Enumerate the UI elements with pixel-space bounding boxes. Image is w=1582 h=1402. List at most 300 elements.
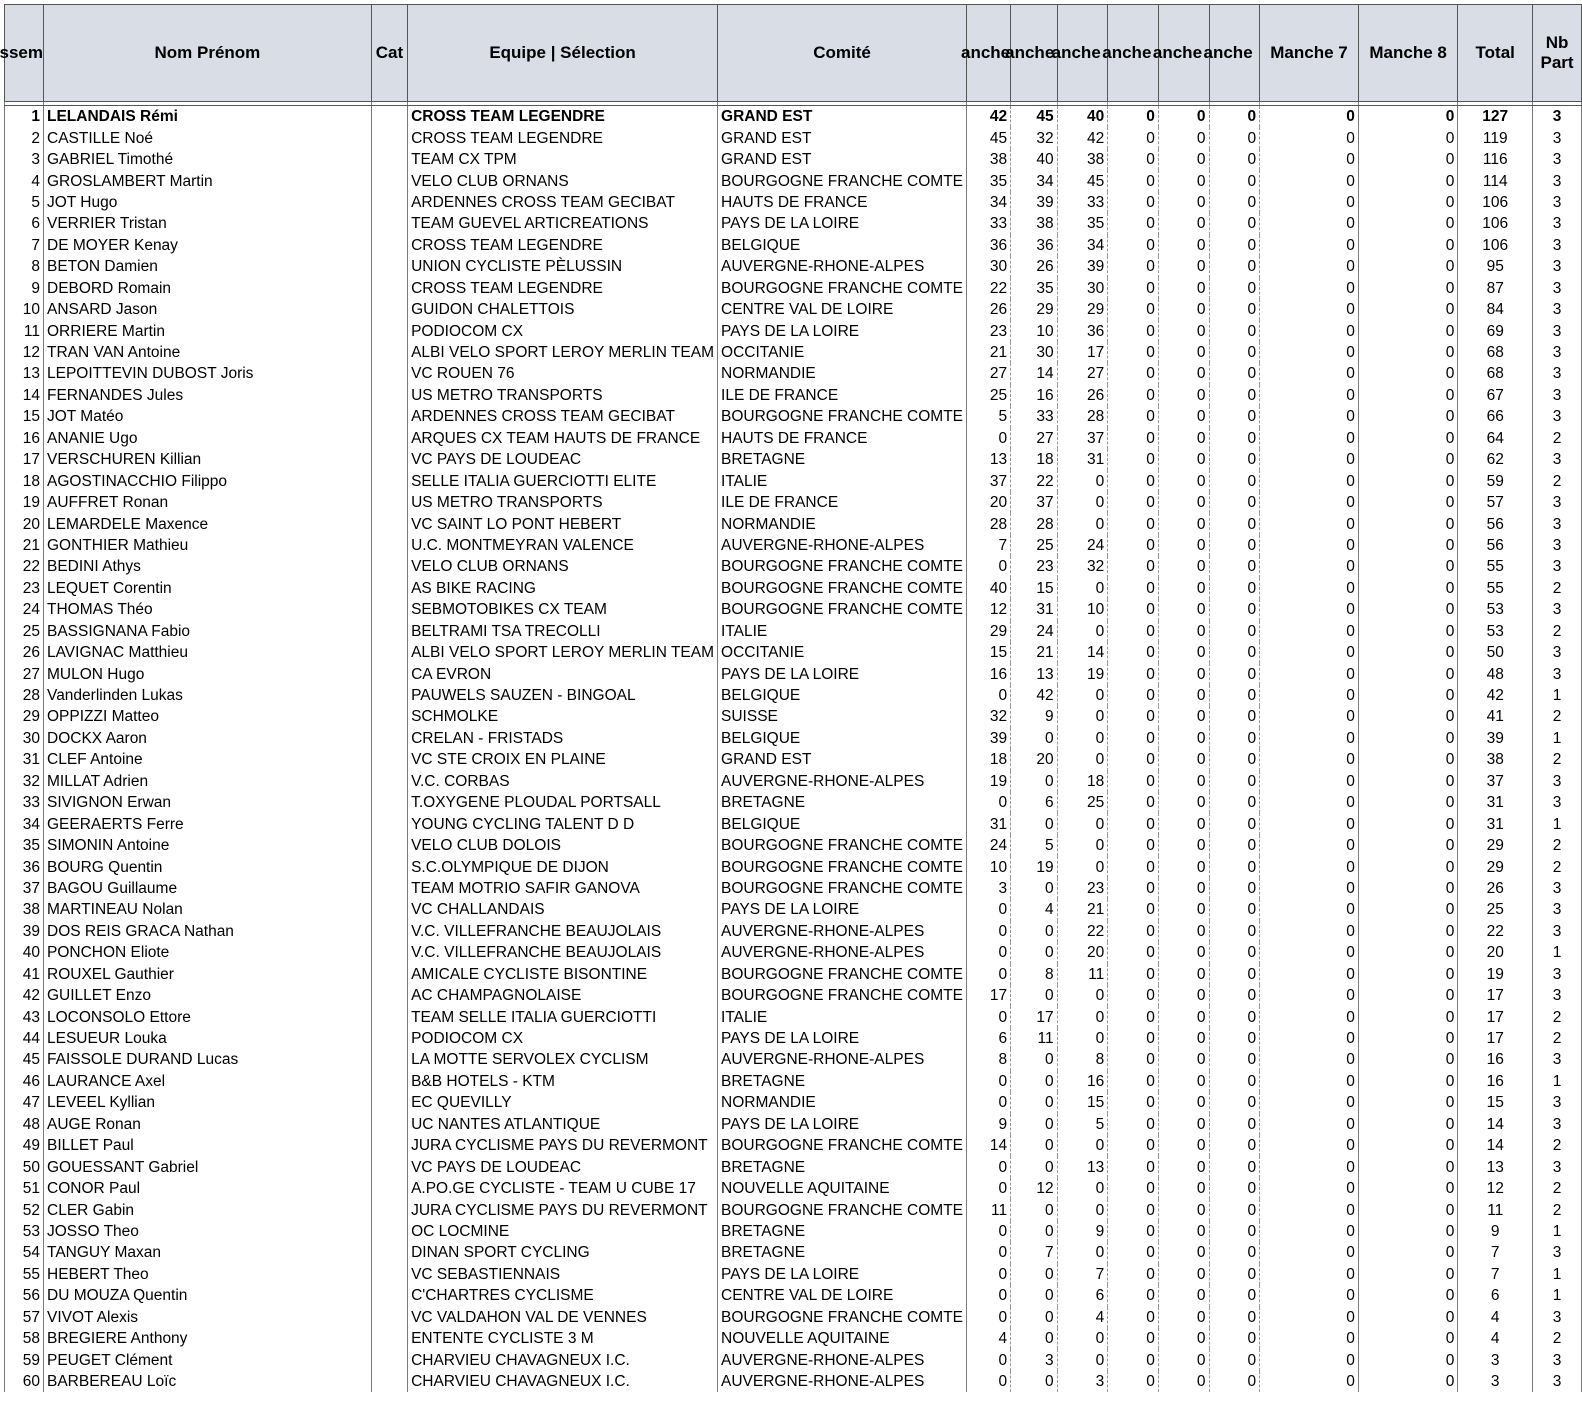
total-cell[interactable]: 37 bbox=[1458, 771, 1533, 792]
manche-6-cell[interactable]: 0 bbox=[1209, 1199, 1260, 1220]
manche-2-cell[interactable]: 0 bbox=[1011, 728, 1058, 749]
manche-5-cell[interactable]: 0 bbox=[1158, 1006, 1209, 1027]
manche-6-cell[interactable]: 0 bbox=[1209, 149, 1260, 170]
total-cell[interactable]: 38 bbox=[1458, 749, 1533, 770]
manche-8-cell[interactable]: 0 bbox=[1358, 964, 1458, 985]
col-header-name[interactable]: Nom Prénom bbox=[44, 5, 372, 102]
nb-part-cell[interactable]: 2 bbox=[1533, 749, 1582, 770]
name-cell[interactable]: GABRIEL Timothé bbox=[44, 149, 372, 170]
cat-cell[interactable] bbox=[371, 1135, 407, 1156]
manche-4-cell[interactable]: 0 bbox=[1108, 406, 1159, 427]
manche-6-cell[interactable]: 0 bbox=[1209, 1221, 1260, 1242]
col-header-manche-4[interactable]: anche bbox=[1108, 5, 1159, 102]
name-cell[interactable]: AUGE Ronan bbox=[44, 1114, 372, 1135]
manche-1-cell[interactable]: 17 bbox=[967, 985, 1011, 1006]
nb-part-cell[interactable]: 2 bbox=[1533, 1006, 1582, 1027]
manche-5-cell[interactable]: 0 bbox=[1158, 127, 1209, 148]
manche-6-cell[interactable]: 0 bbox=[1209, 1114, 1260, 1135]
comite-cell[interactable]: BRETAGNE bbox=[718, 792, 967, 813]
comite-cell[interactable]: BRETAGNE bbox=[718, 1242, 967, 1263]
nb-part-cell[interactable]: 2 bbox=[1533, 578, 1582, 599]
manche-4-cell[interactable]: 0 bbox=[1108, 192, 1159, 213]
comite-cell[interactable]: CENTRE VAL DE LOIRE bbox=[718, 299, 967, 320]
nb-part-cell[interactable]: 3 bbox=[1533, 235, 1582, 256]
total-cell[interactable]: 68 bbox=[1458, 363, 1533, 384]
team-cell[interactable]: CROSS TEAM LEGENDRE bbox=[408, 278, 718, 299]
cat-cell[interactable] bbox=[371, 663, 407, 684]
rank-cell[interactable]: 33 bbox=[5, 792, 44, 813]
total-cell[interactable]: 69 bbox=[1458, 320, 1533, 341]
comite-cell[interactable]: BOURGOGNE FRANCHE COMTE bbox=[718, 856, 967, 877]
manche-8-cell[interactable]: 0 bbox=[1358, 535, 1458, 556]
manche-6-cell[interactable]: 0 bbox=[1209, 878, 1260, 899]
manche-4-cell[interactable]: 0 bbox=[1108, 492, 1159, 513]
name-cell[interactable]: LAURANCE Axel bbox=[44, 1071, 372, 1092]
manche-3-cell[interactable]: 24 bbox=[1057, 535, 1108, 556]
total-cell[interactable]: 12 bbox=[1458, 1178, 1533, 1199]
manche-3-cell[interactable]: 31 bbox=[1057, 449, 1108, 470]
manche-8-cell[interactable]: 0 bbox=[1358, 942, 1458, 963]
manche-3-cell[interactable]: 10 bbox=[1057, 599, 1108, 620]
manche-6-cell[interactable]: 0 bbox=[1209, 492, 1260, 513]
rank-cell[interactable]: 60 bbox=[5, 1371, 44, 1392]
cat-cell[interactable] bbox=[371, 813, 407, 834]
manche-2-cell[interactable]: 24 bbox=[1011, 621, 1058, 642]
manche-2-cell[interactable]: 0 bbox=[1011, 813, 1058, 834]
rank-cell[interactable]: 56 bbox=[5, 1285, 44, 1306]
name-cell[interactable]: AGOSTINACCHIO Filippo bbox=[44, 470, 372, 491]
rank-cell[interactable]: 26 bbox=[5, 642, 44, 663]
nb-part-cell[interactable]: 3 bbox=[1533, 535, 1582, 556]
comite-cell[interactable]: BOURGOGNE FRANCHE COMTE bbox=[718, 278, 967, 299]
manche-8-cell[interactable]: 0 bbox=[1358, 278, 1458, 299]
comite-cell[interactable]: CENTRE VAL DE LOIRE bbox=[718, 1285, 967, 1306]
manche-8-cell[interactable]: 0 bbox=[1358, 342, 1458, 363]
manche-1-cell[interactable]: 0 bbox=[967, 1221, 1011, 1242]
total-cell[interactable]: 17 bbox=[1458, 1028, 1533, 1049]
nb-part-cell[interactable]: 2 bbox=[1533, 835, 1582, 856]
manche-6-cell[interactable]: 0 bbox=[1209, 1328, 1260, 1349]
comite-cell[interactable]: BOURGOGNE FRANCHE COMTE bbox=[718, 985, 967, 1006]
name-cell[interactable]: LEMARDELE Maxence bbox=[44, 513, 372, 534]
rank-cell[interactable]: 11 bbox=[5, 320, 44, 341]
manche-4-cell[interactable]: 0 bbox=[1108, 1114, 1159, 1135]
manche-1-cell[interactable]: 40 bbox=[967, 578, 1011, 599]
manche-8-cell[interactable]: 0 bbox=[1358, 213, 1458, 234]
name-cell[interactable]: DU MOUZA Quentin bbox=[44, 1285, 372, 1306]
manche-7-cell[interactable]: 0 bbox=[1260, 964, 1359, 985]
name-cell[interactable]: GONTHIER Mathieu bbox=[44, 535, 372, 556]
manche-8-cell[interactable]: 0 bbox=[1358, 320, 1458, 341]
manche-7-cell[interactable]: 0 bbox=[1260, 599, 1359, 620]
manche-5-cell[interactable]: 0 bbox=[1158, 492, 1209, 513]
total-cell[interactable]: 95 bbox=[1458, 256, 1533, 277]
manche-2-cell[interactable]: 9 bbox=[1011, 706, 1058, 727]
manche-8-cell[interactable]: 0 bbox=[1358, 1028, 1458, 1049]
manche-3-cell[interactable]: 0 bbox=[1057, 621, 1108, 642]
manche-2-cell[interactable]: 0 bbox=[1011, 1264, 1058, 1285]
nb-part-cell[interactable]: 3 bbox=[1533, 771, 1582, 792]
team-cell[interactable]: VC PAYS DE LOUDEAC bbox=[408, 1156, 718, 1177]
manche-7-cell[interactable]: 0 bbox=[1260, 449, 1359, 470]
total-cell[interactable]: 56 bbox=[1458, 535, 1533, 556]
total-cell[interactable]: 3 bbox=[1458, 1371, 1533, 1392]
manche-8-cell[interactable]: 0 bbox=[1358, 921, 1458, 942]
rank-cell[interactable]: 21 bbox=[5, 535, 44, 556]
total-cell[interactable]: 119 bbox=[1458, 127, 1533, 148]
manche-3-cell[interactable]: 45 bbox=[1057, 170, 1108, 191]
manche-7-cell[interactable]: 0 bbox=[1260, 342, 1359, 363]
manche-6-cell[interactable]: 0 bbox=[1209, 256, 1260, 277]
manche-8-cell[interactable]: 0 bbox=[1358, 235, 1458, 256]
comite-cell[interactable]: NORMANDIE bbox=[718, 1092, 967, 1113]
cat-cell[interactable] bbox=[371, 792, 407, 813]
team-cell[interactable]: S.C.OLYMPIQUE DE DIJON bbox=[408, 856, 718, 877]
manche-1-cell[interactable]: 0 bbox=[967, 428, 1011, 449]
manche-7-cell[interactable]: 0 bbox=[1260, 492, 1359, 513]
manche-4-cell[interactable]: 0 bbox=[1108, 213, 1159, 234]
manche-4-cell[interactable]: 0 bbox=[1108, 878, 1159, 899]
nb-part-cell[interactable]: 3 bbox=[1533, 342, 1582, 363]
comite-cell[interactable]: BOURGOGNE FRANCHE COMTE bbox=[718, 599, 967, 620]
comite-cell[interactable]: AUVERGNE-RHONE-ALPES bbox=[718, 942, 967, 963]
manche-2-cell[interactable]: 0 bbox=[1011, 1156, 1058, 1177]
col-header-manche-3[interactable]: anche bbox=[1057, 5, 1108, 102]
total-cell[interactable]: 3 bbox=[1458, 1349, 1533, 1370]
manche-8-cell[interactable]: 0 bbox=[1358, 685, 1458, 706]
manche-6-cell[interactable]: 0 bbox=[1209, 899, 1260, 920]
manche-6-cell[interactable]: 0 bbox=[1209, 578, 1260, 599]
manche-5-cell[interactable]: 0 bbox=[1158, 513, 1209, 534]
rank-cell[interactable]: 24 bbox=[5, 599, 44, 620]
cat-cell[interactable] bbox=[371, 127, 407, 148]
manche-2-cell[interactable]: 5 bbox=[1011, 835, 1058, 856]
cat-cell[interactable] bbox=[371, 513, 407, 534]
manche-6-cell[interactable]: 0 bbox=[1209, 1178, 1260, 1199]
cat-cell[interactable] bbox=[371, 385, 407, 406]
manche-5-cell[interactable]: 0 bbox=[1158, 878, 1209, 899]
manche-7-cell[interactable]: 0 bbox=[1260, 1135, 1359, 1156]
manche-7-cell[interactable]: 0 bbox=[1260, 1114, 1359, 1135]
nb-part-cell[interactable]: 3 bbox=[1533, 599, 1582, 620]
name-cell[interactable]: LAVIGNAC Matthieu bbox=[44, 642, 372, 663]
manche-1-cell[interactable]: 12 bbox=[967, 599, 1011, 620]
manche-5-cell[interactable]: 0 bbox=[1158, 1349, 1209, 1370]
manche-2-cell[interactable]: 27 bbox=[1011, 428, 1058, 449]
manche-8-cell[interactable]: 0 bbox=[1358, 1285, 1458, 1306]
manche-7-cell[interactable]: 0 bbox=[1260, 578, 1359, 599]
manche-6-cell[interactable]: 0 bbox=[1209, 556, 1260, 577]
manche-5-cell[interactable]: 0 bbox=[1158, 771, 1209, 792]
nb-part-cell[interactable]: 2 bbox=[1533, 428, 1582, 449]
total-cell[interactable]: 59 bbox=[1458, 470, 1533, 491]
manche-3-cell[interactable]: 35 bbox=[1057, 213, 1108, 234]
manche-6-cell[interactable]: 0 bbox=[1209, 856, 1260, 877]
manche-7-cell[interactable]: 0 bbox=[1260, 878, 1359, 899]
manche-4-cell[interactable]: 0 bbox=[1108, 856, 1159, 877]
cat-cell[interactable] bbox=[371, 1114, 407, 1135]
total-cell[interactable]: 66 bbox=[1458, 406, 1533, 427]
manche-3-cell[interactable]: 0 bbox=[1057, 1028, 1108, 1049]
manche-5-cell[interactable]: 0 bbox=[1158, 899, 1209, 920]
cat-cell[interactable] bbox=[371, 256, 407, 277]
rank-cell[interactable]: 41 bbox=[5, 964, 44, 985]
manche-3-cell[interactable]: 33 bbox=[1057, 192, 1108, 213]
manche-8-cell[interactable]: 0 bbox=[1358, 599, 1458, 620]
manche-6-cell[interactable]: 0 bbox=[1209, 127, 1260, 148]
cat-cell[interactable] bbox=[371, 749, 407, 770]
manche-1-cell[interactable]: 16 bbox=[967, 663, 1011, 684]
manche-2-cell[interactable]: 20 bbox=[1011, 749, 1058, 770]
manche-1-cell[interactable]: 0 bbox=[967, 1006, 1011, 1027]
rank-cell[interactable]: 39 bbox=[5, 921, 44, 942]
manche-4-cell[interactable]: 0 bbox=[1108, 428, 1159, 449]
manche-2-cell[interactable]: 4 bbox=[1011, 899, 1058, 920]
nb-part-cell[interactable]: 3 bbox=[1533, 213, 1582, 234]
manche-5-cell[interactable]: 0 bbox=[1158, 1156, 1209, 1177]
manche-4-cell[interactable]: 0 bbox=[1108, 1071, 1159, 1092]
manche-7-cell[interactable]: 0 bbox=[1260, 1242, 1359, 1263]
name-cell[interactable]: BREGIERE Anthony bbox=[44, 1328, 372, 1349]
cat-cell[interactable] bbox=[371, 342, 407, 363]
name-cell[interactable]: CONOR Paul bbox=[44, 1178, 372, 1199]
manche-2-cell[interactable]: 37 bbox=[1011, 492, 1058, 513]
rank-cell[interactable]: 28 bbox=[5, 685, 44, 706]
manche-2-cell[interactable]: 0 bbox=[1011, 1092, 1058, 1113]
rank-cell[interactable]: 29 bbox=[5, 706, 44, 727]
cat-cell[interactable] bbox=[371, 1328, 407, 1349]
rank-cell[interactable]: 50 bbox=[5, 1156, 44, 1177]
manche-8-cell[interactable]: 0 bbox=[1358, 106, 1458, 128]
manche-2-cell[interactable]: 12 bbox=[1011, 1178, 1058, 1199]
name-cell[interactable]: BAGOU Guillaume bbox=[44, 878, 372, 899]
name-cell[interactable]: ORRIERE Martin bbox=[44, 320, 372, 341]
manche-5-cell[interactable]: 0 bbox=[1158, 942, 1209, 963]
team-cell[interactable]: ARQUES CX TEAM HAUTS DE FRANCE bbox=[408, 428, 718, 449]
manche-6-cell[interactable]: 0 bbox=[1209, 1092, 1260, 1113]
team-cell[interactable]: JURA CYCLISME PAYS DU REVERMONT bbox=[408, 1135, 718, 1156]
manche-5-cell[interactable]: 0 bbox=[1158, 706, 1209, 727]
comite-cell[interactable]: ITALIE bbox=[718, 1006, 967, 1027]
manche-4-cell[interactable]: 0 bbox=[1108, 813, 1159, 834]
nb-part-cell[interactable]: 3 bbox=[1533, 1371, 1582, 1392]
manche-3-cell[interactable]: 0 bbox=[1057, 1349, 1108, 1370]
team-cell[interactable]: GUIDON CHALETTOIS bbox=[408, 299, 718, 320]
comite-cell[interactable]: BOURGOGNE FRANCHE COMTE bbox=[718, 1307, 967, 1328]
manche-1-cell[interactable]: 14 bbox=[967, 1135, 1011, 1156]
team-cell[interactable]: JURA CYCLISME PAYS DU REVERMONT bbox=[408, 1199, 718, 1220]
manche-4-cell[interactable]: 0 bbox=[1108, 706, 1159, 727]
total-cell[interactable]: 39 bbox=[1458, 728, 1533, 749]
rank-cell[interactable]: 46 bbox=[5, 1071, 44, 1092]
team-cell[interactable]: PODIOCOM CX bbox=[408, 320, 718, 341]
manche-1-cell[interactable]: 31 bbox=[967, 813, 1011, 834]
comite-cell[interactable]: SUISSE bbox=[718, 706, 967, 727]
name-cell[interactable]: VERRIER Tristan bbox=[44, 213, 372, 234]
manche-8-cell[interactable]: 0 bbox=[1358, 792, 1458, 813]
manche-3-cell[interactable]: 3 bbox=[1057, 1371, 1108, 1392]
nb-part-cell[interactable]: 1 bbox=[1533, 942, 1582, 963]
comite-cell[interactable]: AUVERGNE-RHONE-ALPES bbox=[718, 921, 967, 942]
manche-7-cell[interactable]: 0 bbox=[1260, 706, 1359, 727]
comite-cell[interactable]: GRAND EST bbox=[718, 749, 967, 770]
manche-1-cell[interactable]: 0 bbox=[967, 1178, 1011, 1199]
manche-6-cell[interactable]: 0 bbox=[1209, 278, 1260, 299]
manche-8-cell[interactable]: 0 bbox=[1358, 406, 1458, 427]
team-cell[interactable]: CHARVIEU CHAVAGNEUX I.C. bbox=[408, 1371, 718, 1392]
total-cell[interactable]: 50 bbox=[1458, 642, 1533, 663]
nb-part-cell[interactable]: 3 bbox=[1533, 878, 1582, 899]
manche-8-cell[interactable]: 0 bbox=[1358, 835, 1458, 856]
manche-3-cell[interactable]: 36 bbox=[1057, 320, 1108, 341]
manche-2-cell[interactable]: 6 bbox=[1011, 792, 1058, 813]
manche-2-cell[interactable]: 23 bbox=[1011, 556, 1058, 577]
manche-4-cell[interactable]: 0 bbox=[1108, 535, 1159, 556]
manche-8-cell[interactable]: 0 bbox=[1358, 985, 1458, 1006]
manche-5-cell[interactable]: 0 bbox=[1158, 149, 1209, 170]
cat-cell[interactable] bbox=[371, 449, 407, 470]
comite-cell[interactable]: BRETAGNE bbox=[718, 1156, 967, 1177]
col-header-comite[interactable]: Comité bbox=[718, 5, 967, 102]
manche-5-cell[interactable]: 0 bbox=[1158, 1221, 1209, 1242]
cat-cell[interactable] bbox=[371, 299, 407, 320]
total-cell[interactable]: 64 bbox=[1458, 428, 1533, 449]
manche-7-cell[interactable]: 0 bbox=[1260, 985, 1359, 1006]
manche-2-cell[interactable]: 8 bbox=[1011, 964, 1058, 985]
manche-1-cell[interactable]: 36 bbox=[967, 235, 1011, 256]
manche-2-cell[interactable]: 45 bbox=[1011, 106, 1058, 128]
manche-2-cell[interactable]: 18 bbox=[1011, 449, 1058, 470]
manche-2-cell[interactable]: 28 bbox=[1011, 513, 1058, 534]
manche-3-cell[interactable]: 0 bbox=[1057, 578, 1108, 599]
manche-6-cell[interactable]: 0 bbox=[1209, 942, 1260, 963]
manche-8-cell[interactable]: 0 bbox=[1358, 578, 1458, 599]
name-cell[interactable]: BETON Damien bbox=[44, 256, 372, 277]
manche-6-cell[interactable]: 0 bbox=[1209, 621, 1260, 642]
manche-4-cell[interactable]: 0 bbox=[1108, 578, 1159, 599]
col-header-team[interactable]: Equipe | Sélection bbox=[408, 5, 718, 102]
name-cell[interactable]: THOMAS Théo bbox=[44, 599, 372, 620]
manche-7-cell[interactable]: 0 bbox=[1260, 127, 1359, 148]
rank-cell[interactable]: 12 bbox=[5, 342, 44, 363]
team-cell[interactable]: VELO CLUB ORNANS bbox=[408, 170, 718, 191]
team-cell[interactable]: TEAM CX TPM bbox=[408, 149, 718, 170]
nb-part-cell[interactable]: 3 bbox=[1533, 406, 1582, 427]
manche-7-cell[interactable]: 0 bbox=[1260, 192, 1359, 213]
nb-part-cell[interactable]: 3 bbox=[1533, 663, 1582, 684]
manche-8-cell[interactable]: 0 bbox=[1358, 470, 1458, 491]
name-cell[interactable]: ANANIE Ugo bbox=[44, 428, 372, 449]
team-cell[interactable]: VC SAINT LO PONT HEBERT bbox=[408, 513, 718, 534]
team-cell[interactable]: AC CHAMPAGNOLAISE bbox=[408, 985, 718, 1006]
manche-4-cell[interactable]: 0 bbox=[1108, 749, 1159, 770]
manche-4-cell[interactable]: 0 bbox=[1108, 964, 1159, 985]
manche-8-cell[interactable]: 0 bbox=[1358, 749, 1458, 770]
manche-3-cell[interactable]: 0 bbox=[1057, 1199, 1108, 1220]
manche-2-cell[interactable]: 39 bbox=[1011, 192, 1058, 213]
manche-2-cell[interactable]: 19 bbox=[1011, 856, 1058, 877]
name-cell[interactable]: Vanderlinden Lukas bbox=[44, 685, 372, 706]
nb-part-cell[interactable]: 3 bbox=[1533, 192, 1582, 213]
total-cell[interactable]: 116 bbox=[1458, 149, 1533, 170]
team-cell[interactable]: EC QUEVILLY bbox=[408, 1092, 718, 1113]
manche-6-cell[interactable]: 0 bbox=[1209, 1242, 1260, 1263]
name-cell[interactable]: BARBEREAU Loïc bbox=[44, 1371, 372, 1392]
comite-cell[interactable]: ITALIE bbox=[718, 621, 967, 642]
cat-cell[interactable] bbox=[371, 1178, 407, 1199]
comite-cell[interactable]: PAYS DE LA LOIRE bbox=[718, 899, 967, 920]
rank-cell[interactable]: 54 bbox=[5, 1242, 44, 1263]
total-cell[interactable]: 29 bbox=[1458, 856, 1533, 877]
cat-cell[interactable] bbox=[371, 578, 407, 599]
manche-1-cell[interactable]: 0 bbox=[967, 1156, 1011, 1177]
manche-3-cell[interactable]: 23 bbox=[1057, 878, 1108, 899]
manche-1-cell[interactable]: 21 bbox=[967, 342, 1011, 363]
manche-8-cell[interactable]: 0 bbox=[1358, 492, 1458, 513]
manche-3-cell[interactable]: 0 bbox=[1057, 685, 1108, 706]
nb-part-cell[interactable]: 2 bbox=[1533, 1028, 1582, 1049]
manche-1-cell[interactable]: 0 bbox=[967, 1371, 1011, 1392]
manche-7-cell[interactable]: 0 bbox=[1260, 856, 1359, 877]
comite-cell[interactable]: BOURGOGNE FRANCHE COMTE bbox=[718, 170, 967, 191]
manche-7-cell[interactable]: 0 bbox=[1260, 106, 1359, 128]
comite-cell[interactable]: ITALIE bbox=[718, 470, 967, 491]
manche-2-cell[interactable]: 0 bbox=[1011, 942, 1058, 963]
manche-5-cell[interactable]: 0 bbox=[1158, 535, 1209, 556]
rank-cell[interactable]: 8 bbox=[5, 256, 44, 277]
total-cell[interactable]: 25 bbox=[1458, 899, 1533, 920]
total-cell[interactable]: 62 bbox=[1458, 449, 1533, 470]
total-cell[interactable]: 53 bbox=[1458, 621, 1533, 642]
manche-5-cell[interactable]: 0 bbox=[1158, 964, 1209, 985]
team-cell[interactable]: ARDENNES CROSS TEAM GECIBAT bbox=[408, 406, 718, 427]
manche-5-cell[interactable]: 0 bbox=[1158, 1071, 1209, 1092]
total-cell[interactable]: 7 bbox=[1458, 1264, 1533, 1285]
manche-7-cell[interactable]: 0 bbox=[1260, 663, 1359, 684]
manche-3-cell[interactable]: 38 bbox=[1057, 149, 1108, 170]
manche-4-cell[interactable]: 0 bbox=[1108, 771, 1159, 792]
manche-1-cell[interactable]: 0 bbox=[967, 964, 1011, 985]
manche-5-cell[interactable]: 0 bbox=[1158, 1114, 1209, 1135]
manche-8-cell[interactable]: 0 bbox=[1358, 1199, 1458, 1220]
manche-3-cell[interactable]: 0 bbox=[1057, 1135, 1108, 1156]
manche-7-cell[interactable]: 0 bbox=[1260, 1221, 1359, 1242]
manche-3-cell[interactable]: 0 bbox=[1057, 492, 1108, 513]
manche-4-cell[interactable]: 0 bbox=[1108, 1049, 1159, 1070]
manche-1-cell[interactable]: 0 bbox=[967, 1285, 1011, 1306]
team-cell[interactable]: VELO CLUB ORNANS bbox=[408, 556, 718, 577]
manche-2-cell[interactable]: 10 bbox=[1011, 320, 1058, 341]
cat-cell[interactable] bbox=[371, 964, 407, 985]
name-cell[interactable]: CLEF Antoine bbox=[44, 749, 372, 770]
manche-5-cell[interactable]: 0 bbox=[1158, 342, 1209, 363]
manche-3-cell[interactable]: 27 bbox=[1057, 363, 1108, 384]
manche-2-cell[interactable]: 29 bbox=[1011, 299, 1058, 320]
manche-5-cell[interactable]: 0 bbox=[1158, 985, 1209, 1006]
manche-1-cell[interactable]: 0 bbox=[967, 792, 1011, 813]
cat-cell[interactable] bbox=[371, 878, 407, 899]
manche-4-cell[interactable]: 0 bbox=[1108, 106, 1159, 128]
manche-1-cell[interactable]: 0 bbox=[967, 556, 1011, 577]
manche-4-cell[interactable]: 0 bbox=[1108, 556, 1159, 577]
nb-part-cell[interactable]: 3 bbox=[1533, 899, 1582, 920]
cat-cell[interactable] bbox=[371, 1092, 407, 1113]
manche-8-cell[interactable]: 0 bbox=[1358, 449, 1458, 470]
nb-part-cell[interactable]: 2 bbox=[1533, 706, 1582, 727]
manche-5-cell[interactable]: 0 bbox=[1158, 642, 1209, 663]
manche-2-cell[interactable]: 22 bbox=[1011, 470, 1058, 491]
total-cell[interactable]: 14 bbox=[1458, 1135, 1533, 1156]
